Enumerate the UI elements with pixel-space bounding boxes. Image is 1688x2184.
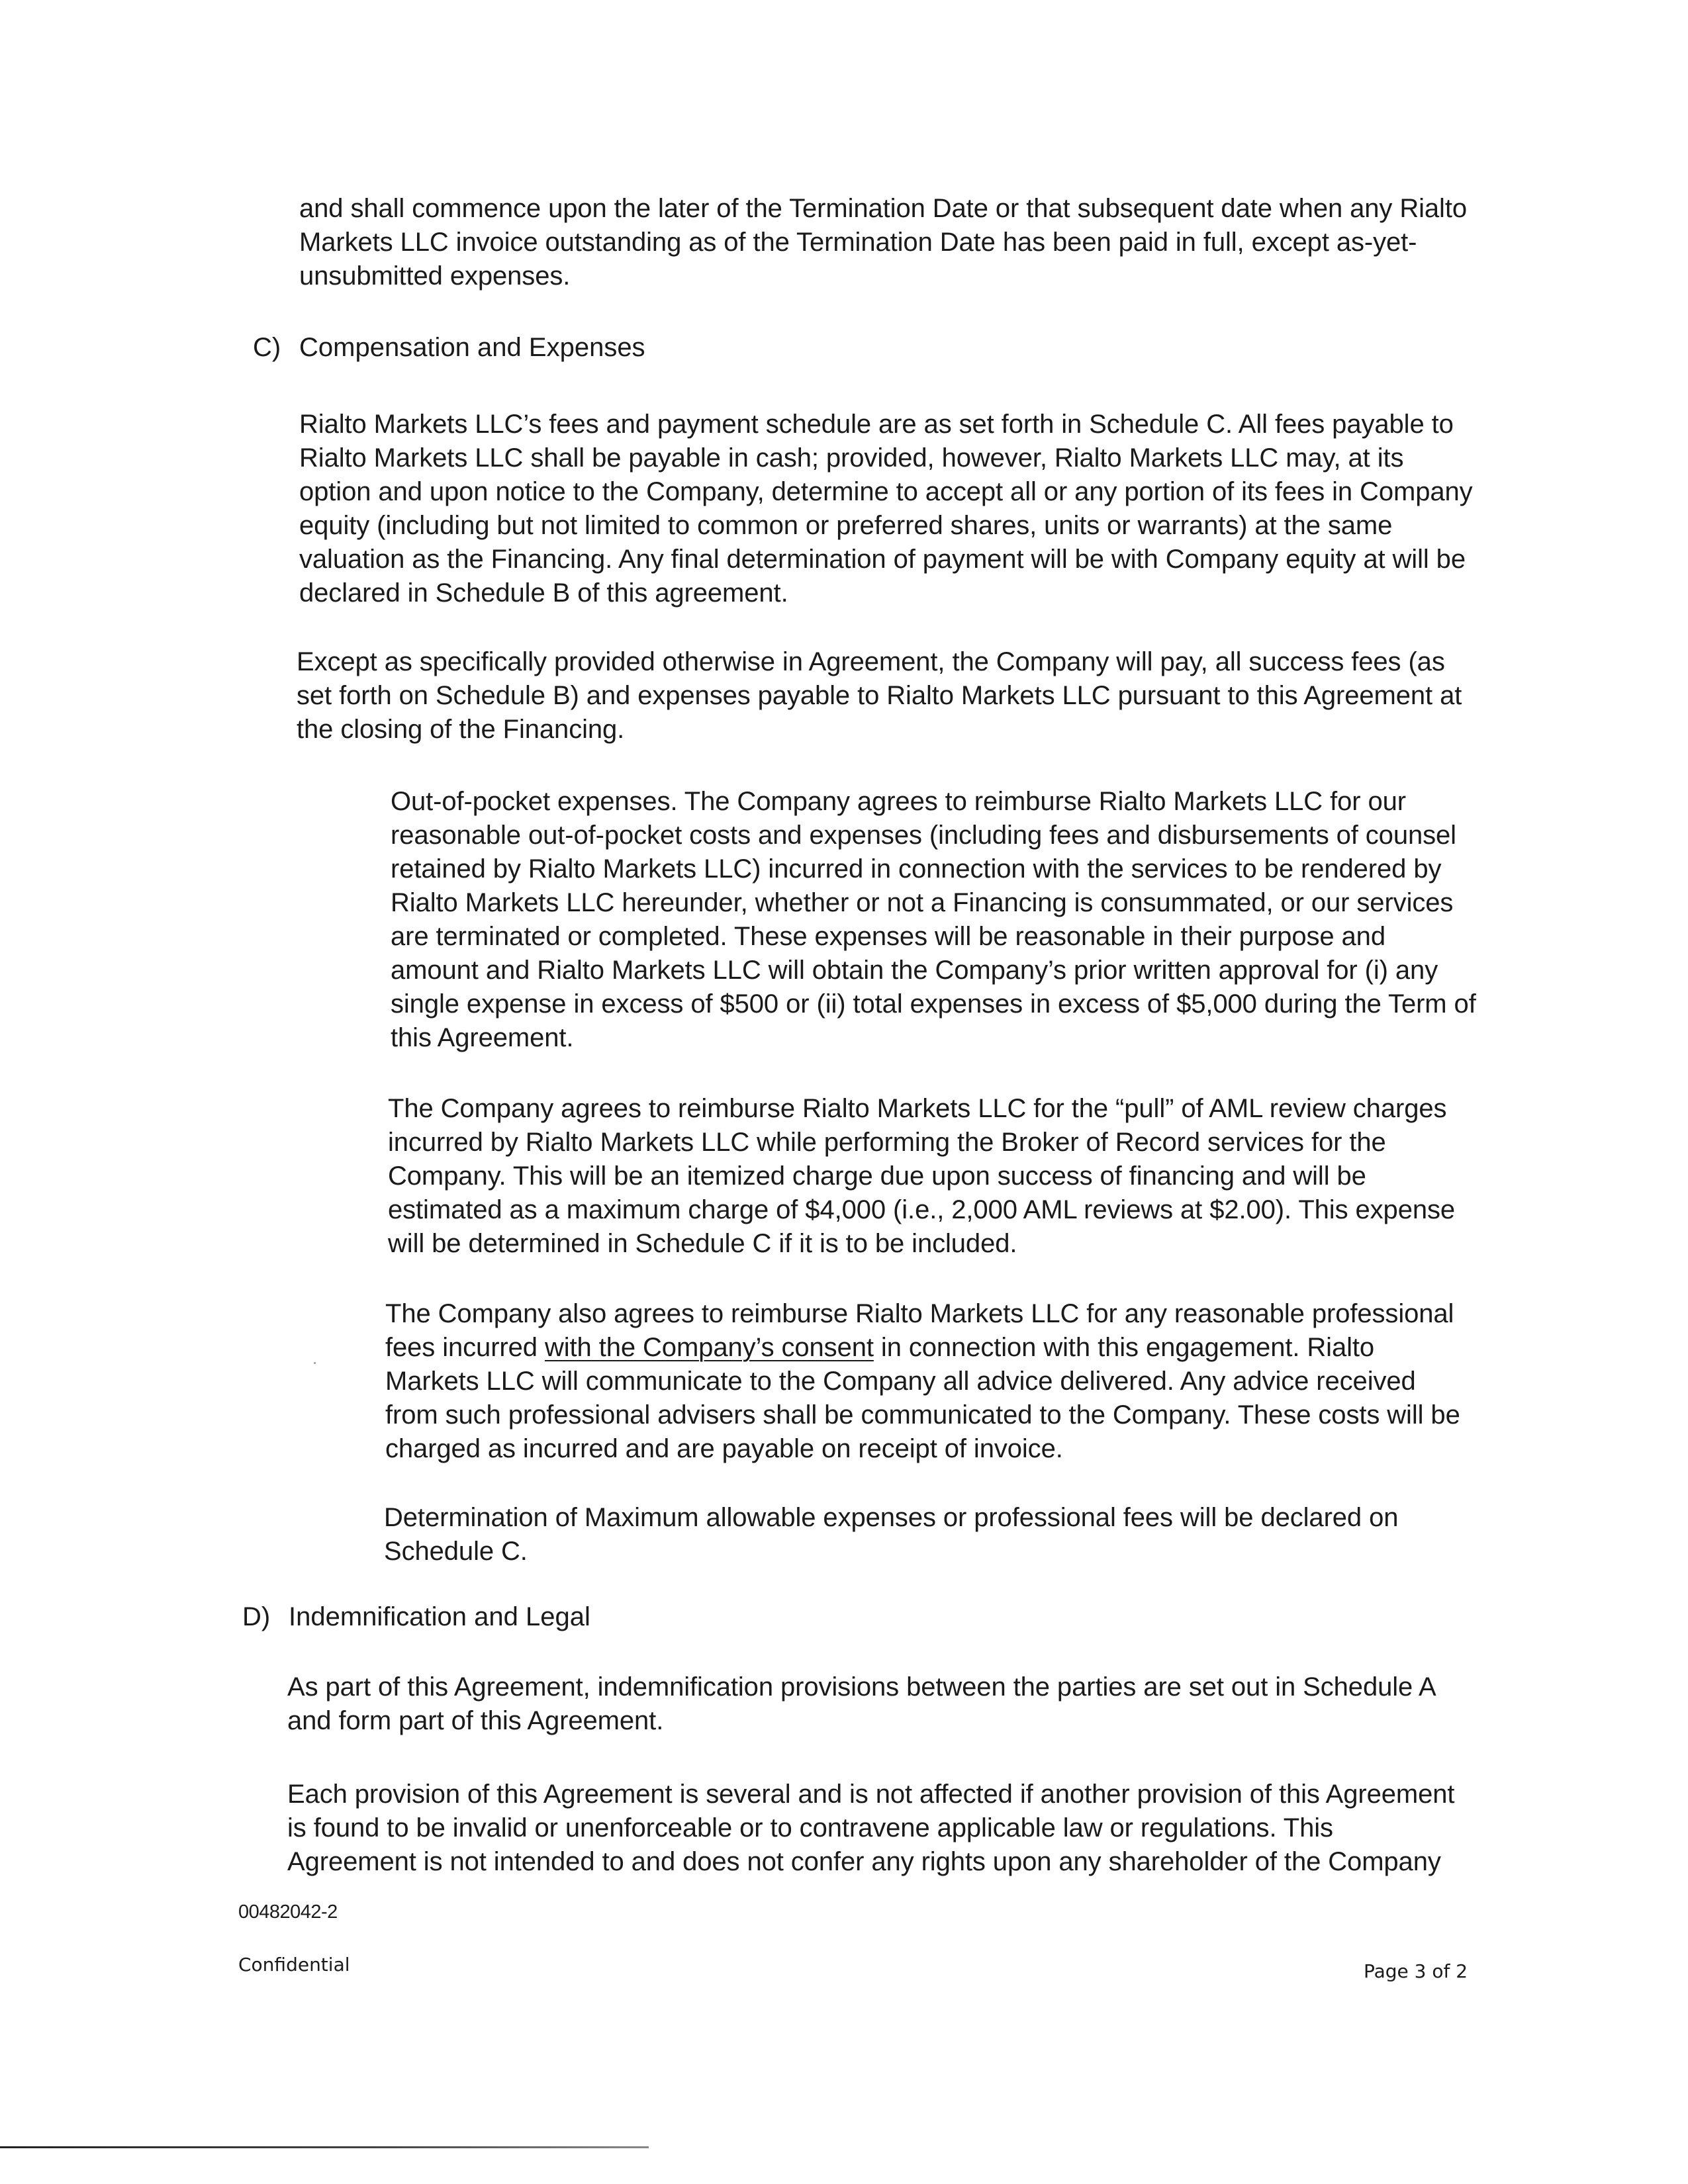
text-line: the closing of the Financing.	[297, 715, 625, 744]
text-line: The Company also agrees to reimburse Rialto Markets LLC for any reasonable professional	[385, 1299, 1454, 1328]
text-line: charged as incurred and are payable on receipt of invoice.	[385, 1434, 1063, 1463]
text-line: The Company agrees to reimburse Rialto Markets LLC for the “pull” of AML review charges	[388, 1094, 1447, 1123]
professional-fees-paragraph	[385, 1297, 1460, 1466]
text-line: single expense in excess of $500 or (ii) total expenses in excess of $5,000 during the Term of	[391, 989, 1476, 1019]
aml-charges-paragraph	[388, 1092, 1455, 1261]
intro-paragraph	[299, 192, 1467, 293]
text-line: Rialto Markets LLC shall be payable in cash; provided, however, Rialto Markets LLC may, at its	[299, 443, 1404, 473]
text-line: Markets LLC invoice outstanding as of the Termination Date has been paid in full, except as-yet-	[299, 228, 1417, 257]
text-line: is found to be invalid or unenforceable or to contravene applicable law or regulations. This	[287, 1813, 1333, 1843]
document-number: 00482042-2	[238, 1901, 338, 1923]
text-line: from such professional advisers shall be communicated to the Company. These costs will be	[385, 1400, 1460, 1430]
text-line: Rialto Markets LLC’s fees and payment schedule are as set forth in Schedule C. All fees payable to	[299, 410, 1454, 439]
out-of-pocket-paragraph	[391, 785, 1476, 1055]
section-d-paragraph-indemnification	[287, 1670, 1436, 1738]
text-line: Out-of-pocket expenses. The Company agrees to reimburse Rialto Markets LLC for our	[391, 787, 1406, 816]
section-d-heading	[242, 1600, 590, 1634]
text-line: this Agreement.	[391, 1023, 574, 1052]
section-title: Compensation and Expenses	[299, 333, 645, 362]
section-title: Indemnification and Legal	[289, 1602, 590, 1631]
text-line	[385, 1331, 1460, 1365]
section-c-paragraph-fees	[299, 408, 1473, 610]
text-line: Company. This will be an itemized charge due upon success of financing and will be	[388, 1161, 1366, 1191]
text-line: will be determined in Schedule C if it is to be included.	[388, 1229, 1017, 1258]
text-line: Determination of Maximum allowable expenses or professional fees will be declared on	[384, 1503, 1399, 1532]
confidential-label: Confidential	[238, 1954, 350, 1976]
text-segment: fees incurred	[385, 1333, 545, 1362]
page-number: Page 3 of 2	[1364, 1960, 1468, 1982]
text-line: Except as specifically provided otherwise in Agreement, the Company will pay, all success fees (as	[297, 647, 1445, 676]
determination-paragraph	[384, 1501, 1398, 1569]
section-c-heading	[253, 331, 645, 365]
text-line: amount and Rialto Markets LLC will obtain the Company’s prior written approval for (i) any	[391, 956, 1438, 985]
section-d-paragraph-severability	[287, 1778, 1454, 1879]
text-line: unsubmitted expenses.	[299, 261, 571, 291]
text-line: equity (including but not limited to common or preferred shares, units or warrants) at the same	[299, 511, 1393, 540]
text-line: and shall commence upon the later of the Termination Date or that subsequent date when any Rialto	[299, 194, 1467, 223]
scan-speck	[314, 1362, 316, 1364]
text-line: declared in Schedule B of this agreement.	[299, 578, 788, 608]
text-line: valuation as the Financing. Any final determination of payment will be with Company equity at will be	[299, 545, 1466, 574]
text-line: Each provision of this Agreement is several and is not affected if another provision of this Agreement	[287, 1780, 1455, 1809]
text-line: option and upon notice to the Company, determine to accept all or any portion of its fees in Company	[299, 477, 1473, 506]
text-line: retained by Rialto Markets LLC) incurred in connection with the services to be rendered by	[391, 854, 1442, 884]
underlined-phrase: with the Company’s consent	[544, 1333, 874, 1362]
text-line: reasonable out-of-pocket costs and expenses (including fees and disbursements of counsel	[391, 821, 1456, 850]
text-line: Rialto Markets LLC hereunder, whether or not a Financing is consummated, or our services	[391, 888, 1454, 917]
text-line: Markets LLC will communicate to the Company all advice delivered. Any advice received	[385, 1367, 1416, 1396]
text-line: As part of this Agreement, indemnification provisions between the parties are set out in Schedule A	[287, 1672, 1436, 1702]
text-line: set forth on Schedule B) and expenses payable to Rialto Markets LLC pursuant to this Agreement at	[297, 681, 1462, 710]
text-line: incurred by Rialto Markets LLC while performing the Broker of Record services for the	[388, 1128, 1386, 1157]
text-line: are terminated or completed. These expenses will be reasonable in their purpose and	[391, 922, 1385, 951]
scan-edge-line	[0, 2146, 649, 2148]
text-segment: in connection with this engagement. Rialto	[873, 1333, 1375, 1362]
text-line: Schedule C.	[384, 1537, 528, 1566]
text-line: estimated as a maximum charge of $4,000 (i.e., 2,000 AML reviews at $2.00). This expense	[388, 1195, 1456, 1224]
text-line: and form part of this Agreement.	[287, 1706, 664, 1735]
text-line: Agreement is not intended to and does not confer any rights upon any shareholder of the Company	[287, 1847, 1441, 1876]
section-c-paragraph-success-fees	[297, 645, 1462, 747]
section-number: C)	[253, 333, 281, 362]
section-number: D)	[242, 1602, 271, 1631]
